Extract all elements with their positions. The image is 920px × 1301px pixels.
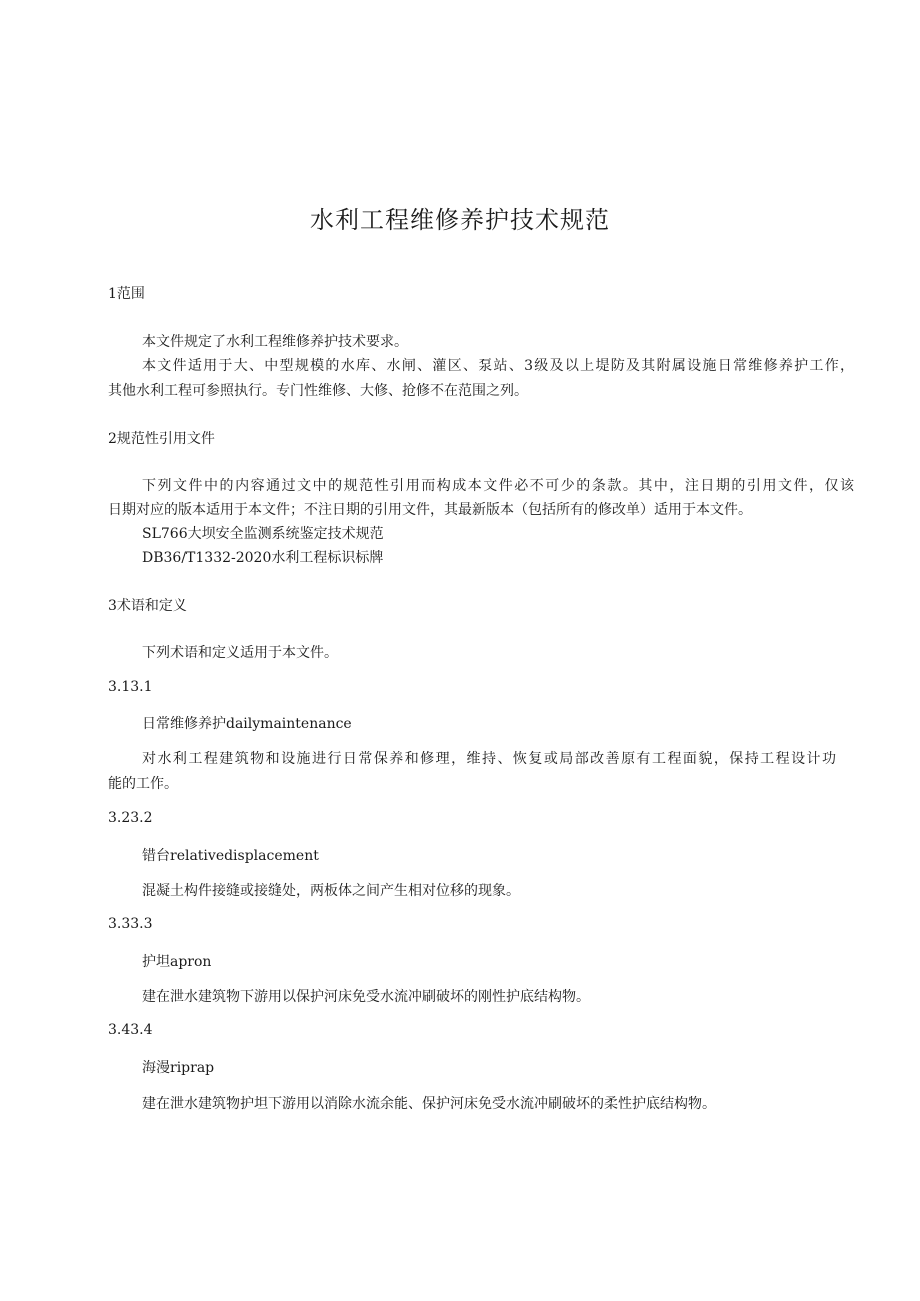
section-2-paragraph-line-1: 下列文件中的内容通过文中的规范性引用而构成本文件必不可少的条款。其中，注日期的引用文件，仅该 — [142, 478, 854, 494]
term-title: 日常维修养护dailymaintenance — [142, 716, 352, 732]
section-3-intro: 下列术语和定义适用于本文件。 — [142, 645, 338, 661]
term-title: 错台relativedisplacement — [142, 848, 319, 864]
term-definition-line-2: 能的工作。 — [108, 776, 178, 792]
section-2-heading: 2规范性引用文件 — [108, 431, 215, 447]
term-number: 3.43.4 — [108, 1022, 153, 1038]
document-title: 水利工程维修养护技术规范 — [310, 206, 610, 234]
section-3-heading: 3术语和定义 — [108, 598, 187, 614]
term-number: 3.33.3 — [108, 916, 153, 932]
term-number: 3.13.1 — [108, 679, 153, 695]
section-1-paragraph-2-line-1: 本文件适用于大、中型规模的水库、水闸、灌区、泵站、3级及以上堤防及其附属设施日常维修养护工作， — [142, 358, 854, 374]
term-definition: 建在泄水建筑物下游用以保护河床免受水流冲刷破坏的刚性护底结构物。 — [142, 989, 590, 1005]
section-1-paragraph-1: 本文件规定了水利工程维修养护技术要求。 — [142, 334, 408, 350]
reference-item: DB36/T1332-2020水利工程标识标牌 — [142, 550, 384, 566]
section-2-paragraph-line-2: 日期对应的版本适用于本文件；不注日期的引用文件，其最新版本（包括所有的修改单）适用于本文件。 — [108, 502, 752, 518]
term-number: 3.23.2 — [108, 810, 153, 826]
section-1-paragraph-2-line-2: 其他水利工程可参照执行。专门性维修、大修、抢修不在范围之列。 — [108, 383, 528, 399]
term-title: 护坦apron — [142, 954, 212, 970]
reference-item: SL766大坝安全监测系统鉴定技术规范 — [142, 526, 384, 542]
term-title: 海漫riprap — [142, 1060, 215, 1076]
section-1-heading: 1范围 — [108, 286, 145, 302]
term-definition: 混凝土构件接缝或接缝处，两板体之间产生相对位移的现象。 — [142, 883, 520, 899]
term-definition-line-1: 对水利工程建筑物和设施进行日常保养和修理，维持、恢复或局部改善原有工程面貌，保持工程设计功 — [142, 751, 836, 767]
term-definition: 建在泄水建筑物护坦下游用以消除水流余能、保护河床免受水流冲刷破坏的柔性护底结构物。 — [142, 1096, 716, 1112]
